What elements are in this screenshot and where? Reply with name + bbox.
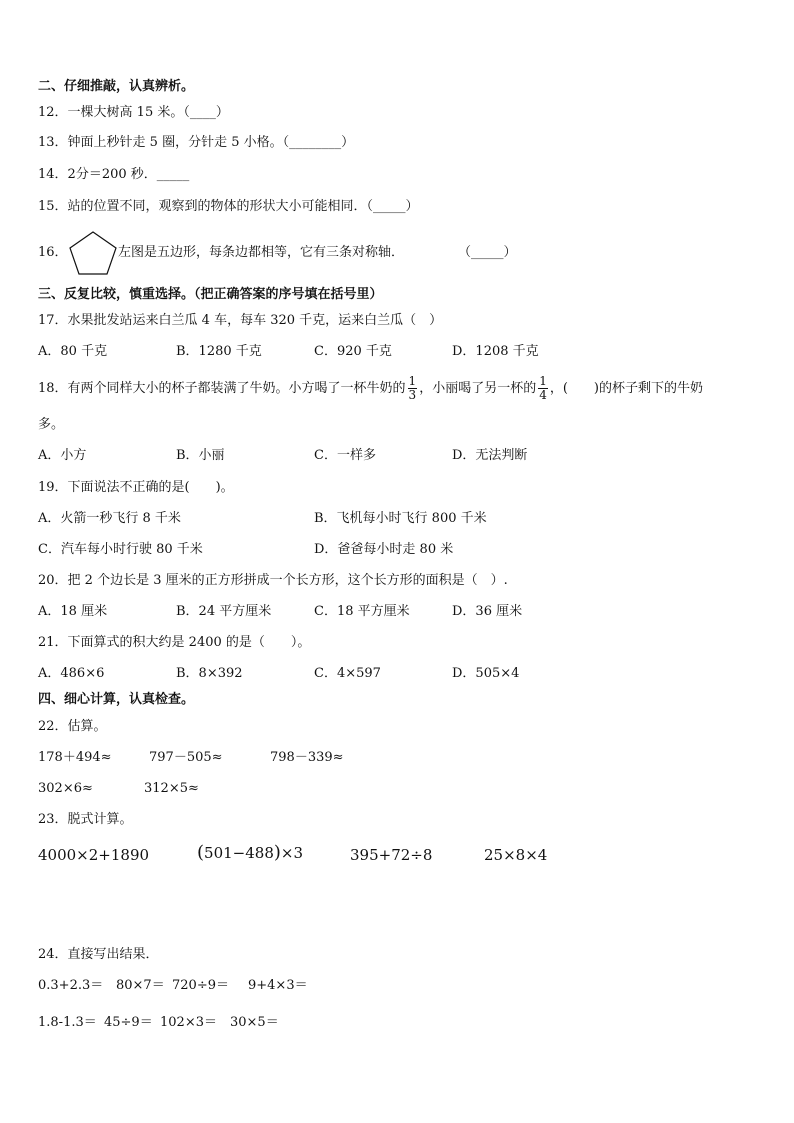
- q18-frac2-denominator: 4: [539, 388, 547, 402]
- question-16-text: 左图是五边形，每条边都相等，它有三条对称轴．: [118, 245, 405, 260]
- question-16-number: 16．: [38, 245, 68, 260]
- q20-option-d: D．36 厘米: [452, 604, 523, 619]
- q17-option-b: B．1280 千克: [176, 344, 262, 359]
- q24-item-3: 720÷9＝: [172, 978, 229, 993]
- q19-option-b: B．飞机每小时飞行 800 千米: [314, 511, 487, 526]
- q18-frac2-numerator: 1: [539, 374, 547, 388]
- q18-option-d: D．无法判断: [452, 448, 528, 463]
- q21-option-b: B．8×392: [176, 666, 243, 681]
- q17-option-c: C．920 千克: [314, 344, 392, 359]
- question-24-stem: 24．直接写出结果．: [38, 947, 159, 962]
- section-4-heading: 四、细心计算，认真检查。: [38, 692, 195, 707]
- q20-option-b: B．24 平方厘米: [176, 604, 272, 619]
- q17-option-d: D．1208 千克: [452, 344, 539, 359]
- q18-option-b: B．小丽: [176, 448, 225, 463]
- q24-item-7: 102×3＝: [160, 1015, 217, 1030]
- q22-item-1: 178＋494≈: [38, 750, 112, 765]
- question-22-stem: 22．估算。: [38, 719, 107, 734]
- q23-expression-2: [197, 844, 303, 862]
- section-3-heading: 三、反复比较，慎重选择。（把正确答案的序号填在括号里）: [38, 287, 383, 302]
- section-2-heading: 二、仔细推敲，认真辨析。: [38, 79, 195, 94]
- question-12: 12．一棵大树高 15 米。（____）: [38, 105, 229, 120]
- q18-fraction-one-third: [408, 375, 418, 402]
- q23-e2-close-paren: ): [273, 842, 281, 863]
- q19-option-d: D．爸爸每小时走 80 米: [314, 542, 454, 557]
- question-18-stem-wrap: 多。: [38, 417, 65, 432]
- question-23-stem: 23．脱式计算。: [38, 812, 133, 827]
- q23-e2-open-paren: (: [197, 842, 205, 863]
- q24-item-4: 9+4×3＝: [248, 978, 308, 993]
- q18-stem-part-a: 18．有两个同样大小的杯子都装满了牛奶。小方喝了一杯牛奶的: [38, 381, 406, 396]
- q24-item-2: 80×7＝: [116, 978, 165, 993]
- question-15: 15．站的位置不同，观察到的物体的形状大小可能相同．（_____）: [38, 199, 419, 214]
- question-21-stem: 21．下面算式的积大约是 2400 的是（ ）。: [38, 635, 311, 650]
- q24-item-8: 30×5＝: [230, 1015, 279, 1030]
- q24-item-6: 45÷9＝: [104, 1015, 153, 1030]
- q23-e2-inner: 501−488: [204, 844, 274, 862]
- q21-option-d: D．505×4: [452, 666, 520, 681]
- q21-option-a: A．486×6: [38, 666, 105, 681]
- q19-option-a: A．火箭一秒飞行 8 千米: [38, 511, 181, 526]
- question-13: 13．钟面上秒针走 5 圈，分针走 5 小格。（________）: [38, 135, 355, 150]
- q23-expression-1: 4000×2+1890: [38, 846, 150, 864]
- question-14: 14．2分＝200 秒．_____: [38, 167, 190, 182]
- q18-frac1-denominator: 3: [408, 388, 417, 402]
- pentagon-figure: [68, 230, 118, 276]
- question-19-stem: 19．下面说法不正确的是( )。: [38, 480, 234, 495]
- q23-e2-tail: ×3: [280, 844, 304, 862]
- q18-option-c: C．一样多: [314, 448, 376, 463]
- question-17-stem: 17．水果批发站运来白兰瓜 4 车，每车 320 千克，运来白兰瓜（ ）: [38, 313, 443, 328]
- q18-stem-part-c: ，( )的杯子剩下的牛奶: [549, 381, 703, 396]
- q20-option-c: C．18 平方厘米: [314, 604, 410, 619]
- q18-stem-part-b: ，小丽喝了另一杯的: [419, 381, 537, 396]
- q22-item-4: 302×6≈: [38, 781, 93, 796]
- question-18-stem: [38, 374, 703, 404]
- q20-option-a: A．18 厘米: [38, 604, 108, 619]
- question-16-blank: （_____）: [458, 245, 517, 260]
- q23-expression-3: 395+72÷8: [350, 846, 433, 864]
- q18-frac1-numerator: 1: [408, 374, 417, 388]
- q21-option-c: C．4×597: [314, 666, 381, 681]
- q17-option-a: A．80 千克: [38, 344, 108, 359]
- q22-item-3: 798－339≈: [270, 750, 344, 765]
- q24-item-1: 0.3+2.3＝: [38, 978, 104, 993]
- q24-item-5: 1.8-1.3＝: [38, 1015, 97, 1030]
- q22-item-2: 797－505≈: [149, 750, 223, 765]
- question-20-stem: 20．把 2 个边长是 3 厘米的正方形拼成一个长方形，这个长方形的面积是（ ）.: [38, 573, 508, 588]
- q23-expression-4: 25×8×4: [484, 846, 548, 864]
- q18-fraction-one-quarter: [538, 375, 548, 402]
- q18-option-a: A．小方: [38, 448, 87, 463]
- q22-item-5: 312×5≈: [144, 781, 199, 796]
- q19-option-c: C．汽车每小时行驶 80 千米: [38, 542, 203, 557]
